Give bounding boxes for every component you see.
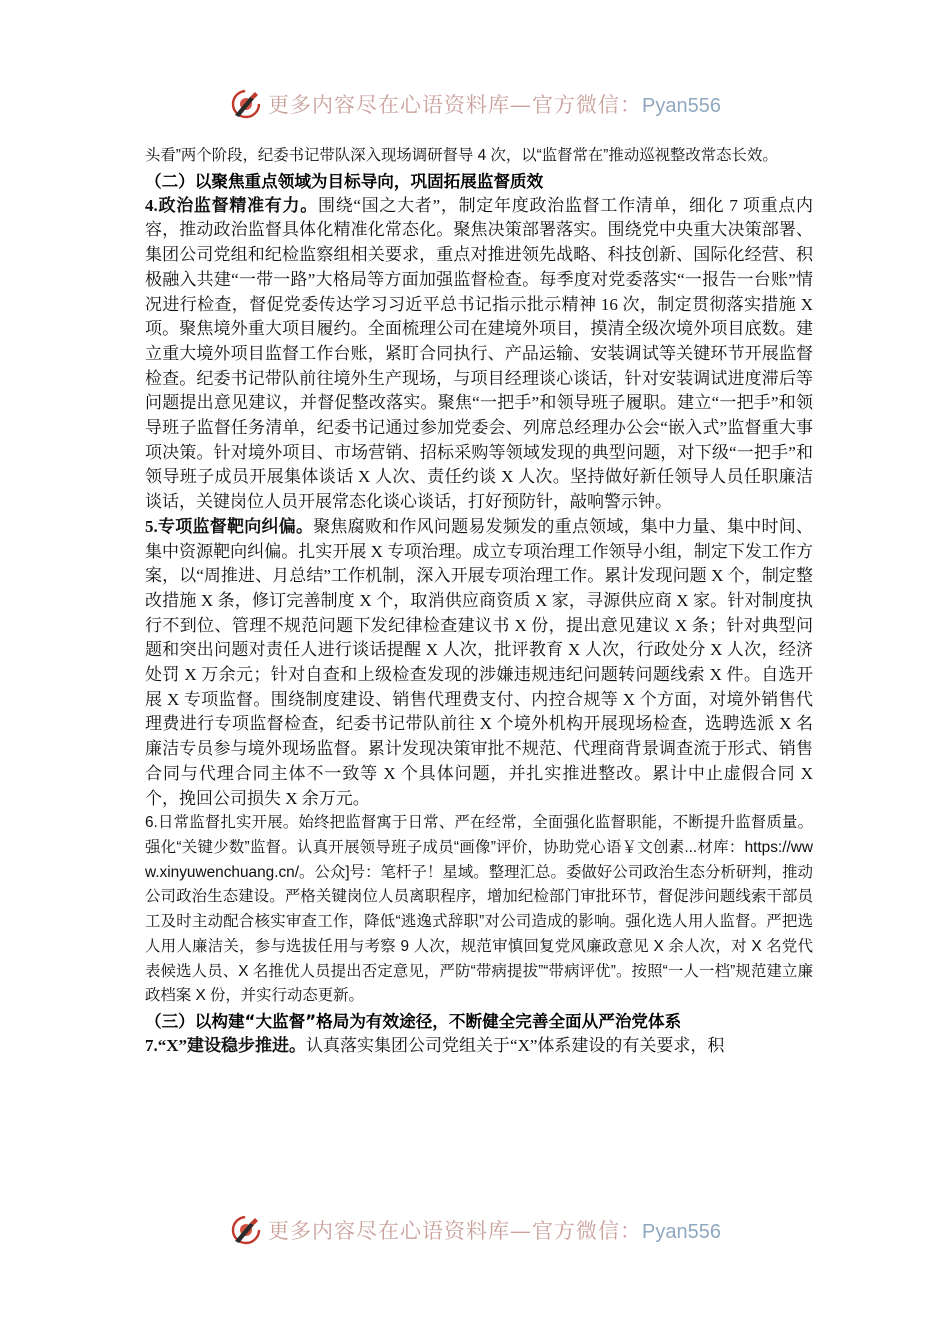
section-heading-3: （三）以构建“大监督”格局为有效途径，不断健全完善全面从严治党体系 <box>145 1011 682 1031</box>
document-body <box>145 144 813 1059</box>
watermark-wechat-id: Pyan556 <box>642 95 721 117</box>
paragraph-5-lead: 5.专项监督靶向纠偏。 <box>145 516 314 536</box>
watermark-text: 更多内容尽在心语资料库—官方微信：Pyan556 <box>268 93 721 117</box>
paragraph-4 <box>145 194 813 515</box>
paragraph-7-text: 认真落实集团公司党组关于“X”体系建设的有关要求，积 <box>306 1035 725 1055</box>
paragraph-4-lead: 4.政治监督精准有力。 <box>145 195 318 215</box>
watermark-header <box>228 84 721 124</box>
paragraph-5-text: 聚焦腐败和作风问题易发频发的重点领域，集中力量、集中时间、集中资源靶向纠偏。扎实开展 X 专项治理。成立专项治理工作领导小组，制定下发工作方案，以“周推进、月总结”工作机制，深入开展专项治理工作。累计发现问题 X 个，制定整改措施 X 条，修订完善制度 X 个，取消供应商资质 X 家，寻源供应商 X 家。针对制度执行不到位、管理不规范问题下发纪律检查建议书 X 份，提出意见建议 X 条；针对典型问题和突出问题对责任人进行谈话提醒 X 人次，批评教育 X 人次，行政处分 X 人次，经济处罚 X 万余元；针对自查和上级检查发现的涉嫌违规违纪问题转问题线索 X 件。自选开展 X 专项监督。围绕制度建设、销售代理费支付、内控合规等 X 个方面，对境外销售代理费进行专项监督检查，纪委书记带队前往 X 个境外机构开展现场检查，选聘选派 X 名廉洁专员参与境外现场监督。累计发现决策审批不规范、代理商背景调查流于形式、销售合同与代理合同主体不一致等 X 个具体问题，并扎实推进整改。累计中止虚假合同 X 个，挽回公司损失 X 余万元。 <box>145 516 814 808</box>
watermark-wechat-id: Pyan556 <box>642 1221 721 1243</box>
section-heading-2: （二）以聚焦重点领域为目标导向，巩固拓展监督质效 <box>145 171 544 191</box>
paragraph-6: 6.日常监督扎实开展。始终把监督寓于日常、严在经常，全面强化监督职能，不断提升监督质量。强化“关键少数”监督。认真开展领导班子成员“画像”评价，协助党心语￥文创素...材库：https://www.xinyuwenchuang.cn/。公众]号：笔杆子！星域。整理汇总。委做好公司政治生态分析研判，推动公司政治生态建设。严格关键岗位人员离职程序，增加纪检部门审批环节，督促涉问题线索干部员工及时主动配合核实审查工作，降低“逃逸式辞职”对公司造成的影响。强化选人用人监督。严把选人用人廉洁关，参与选拔任用与考察 9 人次，规范审慎回复党风廉政意见 X 余人次，对 X 名党代表候选人员、X 名推优人员提出否定意见，严防“带病提拔”“带病评优”。按照“一人一档”规范建立廉政档案 X 份，并实行动态更新。 <box>145 814 813 1005</box>
pen-logo-icon <box>228 86 264 122</box>
paragraph-7 <box>145 1034 813 1059</box>
paragraph-4-text: 围绕“国之大者”，制定年度政治监督工作清单，细化 7 项重点内容，推动政治监督具体化精准化常态化。聚焦决策部署落实。围绕党中央重大决策部署、集团公司党组和纪检监察组相关要求，重点对推进领先战略、科技创新、国际化经营、积极融入共建“一带一路”大格局等方面加强监督检查。每季度对党委落实“一报告一台账”情况进行检查，督促党委传达学习习近平总书记指示批示精神 16 次，制定贯彻落实措施 X 项。聚焦境外重大项目履约。全面梳理公司在建境外项目，摸清全级次境外项目底数。建立重大境外项目监督工作台账，紧盯合同执行、产品运输、安装调试等关键环节开展监督检查。纪委书记带队前往境外生产现场，与项目经理谈心谈话，针对安装调试进度滞后等问题提出意见建议，并督促整改落实。聚焦“一把手”和领导班子履职。建立“一把手”和领导班子监督任务清单，纪委书记通过参加党委会、列席总经理办公会“嵌入式”监督重大事项决策。针对境外项目、市场营销、招标采购等领域发现的典型问题，对下级“一把手”和领导班子成员开展集体谈话 X 人次、责任约谈 X 人次。坚持做好新任领导人员任职廉洁谈话，关键岗位人员开展常态化谈心谈话，打好预防针，敲响警示钟。 <box>145 195 814 512</box>
paragraph-7-lead: 7.“X”建设稳步推进。 <box>145 1035 307 1055</box>
paragraph-5 <box>145 515 813 811</box>
watermark-text: 更多内容尽在心语资料库—官方微信：Pyan556 <box>268 1219 721 1243</box>
paragraph-1: 头看”两个阶段，纪委书记带队深入现场调研督导 4 次，以“监督常在”推动巡视整改常态长效。 <box>145 147 778 164</box>
watermark-footer <box>228 1210 721 1250</box>
pen-logo-icon <box>228 1212 264 1248</box>
